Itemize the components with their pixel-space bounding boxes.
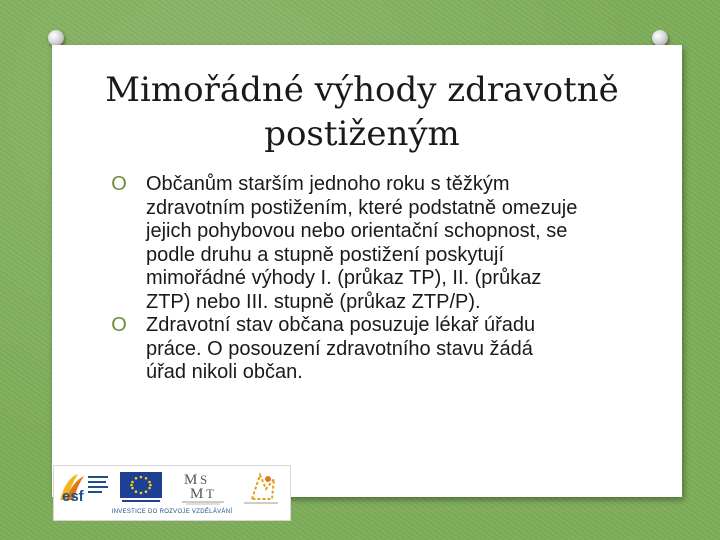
slide-title: Mimořádné výhody zdravotně postiženým bbox=[105, 70, 619, 154]
logo-strip bbox=[53, 465, 291, 521]
svg-text:M: M bbox=[184, 472, 198, 488]
list-item bbox=[108, 173, 578, 314]
svg-text:T: T bbox=[206, 486, 214, 501]
svg-text:M: M bbox=[190, 486, 204, 502]
pushpin-icon bbox=[652, 30, 668, 46]
list-item bbox=[108, 314, 578, 385]
bullet-text: Občanům starším jednoho roku s těžkým zdravotním postižením, které podstatně omezuje jejich pohybovou nebo orientační schopnost, se podle druhu a stupně postižení poskytují mimořádné výhody I. (průkaz TP), II. (průkaz ZTP) nebo III. stupně (průkaz ZTP/P). bbox=[146, 173, 578, 313]
logo-caption: INVESTICE DO ROZVOJE VZDĚLÁVÁNÍ bbox=[111, 509, 233, 515]
msmt-logo bbox=[180, 468, 226, 506]
bullet-list bbox=[108, 173, 578, 385]
circle-bullet-icon: O bbox=[111, 314, 127, 336]
circle-bullet-icon: O bbox=[111, 173, 127, 195]
op-vk-logo bbox=[238, 469, 284, 507]
esf-logo bbox=[58, 470, 110, 504]
svg-text:S: S bbox=[200, 472, 208, 487]
bullet-text: Zdravotní stav občana posuzuje lékař úřadu práce. O posouzení zdravotního stavu žádá úřad nikoli občan. bbox=[146, 314, 536, 383]
eu-flag-logo bbox=[116, 470, 166, 504]
svg-text:esf: esf bbox=[62, 488, 84, 504]
pushpin-icon bbox=[48, 30, 64, 46]
